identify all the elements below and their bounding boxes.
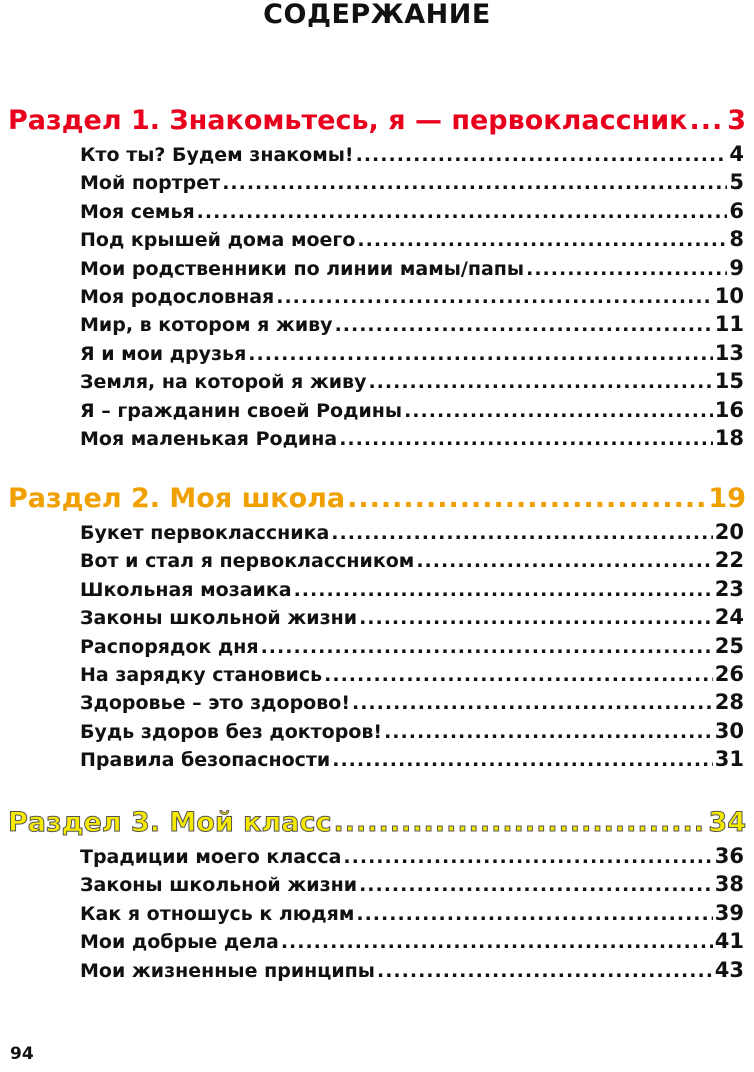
entry-title: Школьная мозаика (80, 578, 292, 601)
dot-leader (294, 576, 713, 603)
toc-entry (80, 632, 744, 660)
entry-page: 22 (714, 548, 744, 573)
section-2-heading (8, 482, 746, 516)
section-2-entries (80, 518, 744, 774)
toc-entry (80, 225, 744, 253)
entry-page: 16 (714, 397, 744, 422)
toc-entry (80, 899, 744, 927)
entry-title: Мои добрые дела (80, 931, 279, 954)
entry-page: 18 (714, 425, 744, 450)
entry-title: Будь здоров без докторов! (80, 720, 383, 743)
entry-title: На зарядку становись (80, 663, 323, 686)
section-title: Раздел 3. Мой класс (8, 807, 332, 838)
dot-leader (357, 226, 727, 253)
dot-leader (690, 104, 726, 138)
entry-title: Моя семья (80, 200, 195, 223)
entry-title: Законы школьной жизни (80, 874, 358, 897)
entry-title: Как я отношусь к людям (80, 902, 355, 925)
entry-title: Правила безопасности (80, 749, 331, 772)
dot-leader (222, 169, 727, 196)
dot-leader (197, 198, 728, 225)
entry-page: 23 (714, 576, 744, 601)
entry-title: Мои родственники по линии мамы/папы (80, 257, 525, 280)
section-title: Раздел 1. Знакомьтесь, я — первоклассник (8, 105, 688, 136)
entry-page: 24 (714, 605, 744, 630)
toc-entry (80, 546, 744, 574)
section-3-entries (80, 842, 744, 984)
entry-title: Здоровье – это здорово! (80, 692, 350, 715)
toc-entry (80, 367, 744, 395)
entry-page: 15 (714, 369, 744, 394)
toc-entry (80, 140, 744, 168)
toc-entry (80, 660, 744, 688)
entry-title: Букет первоклассника (80, 522, 330, 544)
toc-entry (80, 310, 744, 338)
entry-page: 26 (714, 661, 744, 686)
entry-title: Мои жизненные принципы (80, 959, 375, 982)
dot-leader (261, 633, 713, 660)
entry-title: Распорядок дня (80, 635, 259, 658)
dot-leader (332, 746, 713, 773)
dot-leader (384, 718, 713, 745)
toc-entry (80, 927, 744, 955)
entry-page: 10 (714, 283, 744, 308)
dot-leader (335, 311, 713, 338)
dot-leader (377, 957, 713, 984)
toc-entry (80, 688, 744, 716)
entry-title: Кто ты? Будем знакомы! (80, 144, 354, 166)
dot-leader (324, 661, 713, 688)
entry-title: Под крышей дома моего (80, 229, 356, 252)
dot-leader (352, 689, 713, 716)
toc-entry (80, 518, 744, 546)
toc-entry (80, 254, 744, 282)
entry-title: Традиции моего класса (80, 846, 342, 868)
entry-page: 4 (729, 142, 744, 166)
toc-entry (80, 339, 744, 367)
entry-page: 20 (714, 520, 744, 544)
toc-entry (80, 956, 744, 984)
entry-page: 6 (729, 198, 744, 223)
dot-leader (281, 928, 713, 955)
dot-leader (359, 604, 713, 631)
dot-leader (334, 806, 707, 840)
toc-entry (80, 396, 744, 424)
section-1-entries (80, 140, 744, 452)
entry-title: Законы школьной жизни (80, 607, 358, 630)
dot-leader (347, 482, 706, 516)
entry-page: 36 (714, 844, 744, 868)
toc-entry (80, 603, 744, 631)
dot-leader (359, 871, 713, 898)
entry-title: Моя родословная (80, 285, 275, 308)
entry-page: 38 (714, 872, 744, 897)
toc-entry (80, 717, 744, 745)
entry-page: 25 (714, 633, 744, 658)
toc-entry (80, 424, 744, 452)
entry-page: 30 (714, 718, 744, 743)
entry-page: 43 (714, 957, 744, 982)
toc-entry (80, 745, 744, 773)
entry-page: 41 (714, 929, 744, 954)
section-1-heading (8, 104, 746, 138)
dot-leader (526, 255, 727, 282)
dot-leader (404, 397, 713, 424)
dot-leader (339, 425, 713, 452)
entry-page: 8 (729, 227, 744, 252)
page-title: СОДЕРЖАНИЕ (263, 0, 491, 30)
entry-title: Мир, в котором я живу (80, 314, 333, 337)
toc-entry (80, 575, 744, 603)
entry-page: 13 (714, 340, 744, 365)
dot-leader (331, 519, 712, 546)
entry-title: Я и мои друзья (80, 342, 247, 365)
dot-leader (368, 368, 712, 395)
toc-entry (80, 197, 744, 225)
entry-title: Моя маленькая Родина (80, 427, 338, 450)
toc-entry (80, 842, 744, 870)
section-page: 19 (708, 483, 746, 514)
dot-leader (356, 141, 728, 168)
entry-title: Вот и стал я первоклассником (80, 550, 415, 573)
toc-entry (80, 168, 744, 196)
entry-title: Мой портрет (80, 172, 221, 195)
dot-leader (248, 340, 712, 367)
page-number: 94 (10, 1044, 34, 1064)
toc-entry (80, 282, 744, 310)
entry-title: Земля, на которой я живу (80, 371, 367, 394)
entry-page: 31 (714, 747, 744, 772)
entry-page: 39 (714, 900, 744, 925)
section-page: 3 (727, 105, 746, 136)
entry-title: Я – гражданин своей Родины (80, 399, 403, 422)
dot-leader (276, 283, 713, 310)
entry-page: 28 (714, 690, 744, 715)
dot-leader (416, 547, 712, 574)
section-title: Раздел 2. Моя школа (8, 483, 346, 514)
section-page: 34 (708, 807, 746, 838)
dot-leader (356, 900, 712, 927)
entry-page: 5 (729, 170, 744, 195)
entry-page: 11 (714, 312, 744, 337)
toc-entry (80, 870, 744, 898)
dot-leader (343, 843, 712, 870)
section-3-heading (8, 806, 746, 840)
entry-page: 9 (729, 255, 744, 280)
